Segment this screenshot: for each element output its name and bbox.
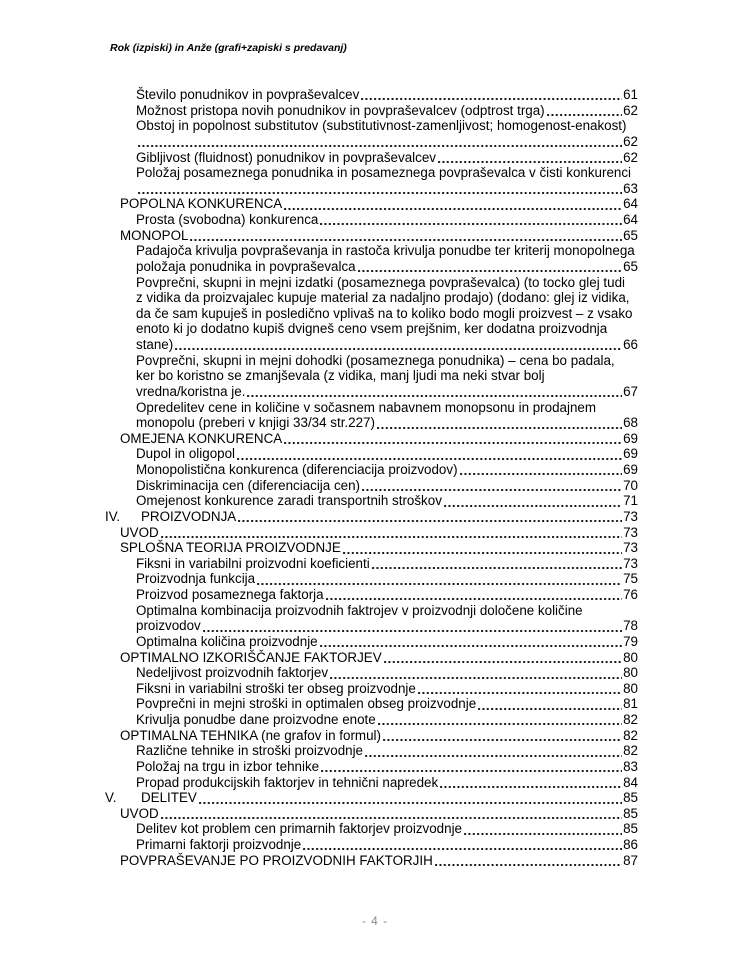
toc-entry-title: Delitev kot problem cen primarnih faktorjev proizvodnje: [136, 821, 462, 837]
toc-entry: [105, 196, 672, 212]
toc-entry-title: Prosta (svobodna) konkurenca: [136, 212, 319, 227]
toc-entry-wrap-line: ker bo koristno se zmanjševala (z vidika, manj ljudi ma neki stvar bolj: [136, 368, 545, 384]
toc-entry-title: monopolu (preberi v knjigi 33/34 str.227): [136, 415, 375, 431]
toc-entry: [105, 540, 672, 556]
toc-dot-leader: [438, 775, 623, 791]
toc-page-number: 63: [623, 180, 638, 196]
toc-entry-title: Možnost pristopa novih ponudnikov in povpraševalcev (odptrost trga): [136, 102, 545, 118]
toc-entry: [105, 837, 672, 853]
toc-page-number: 86: [623, 837, 638, 852]
toc-entry-main-line: [136, 696, 638, 712]
toc-entry: [105, 462, 672, 478]
toc-entry-wrapped-lines: [136, 243, 672, 259]
toc-page-number: 75: [623, 571, 638, 587]
toc-entry-main-line: [136, 759, 638, 775]
toc-entry-title: Krivulja ponudbe dane proizvodne enote: [136, 712, 376, 727]
toc-page-number: 69: [623, 430, 638, 446]
toc-entry-main-line: [120, 525, 638, 541]
toc-dot-leader: [436, 150, 623, 166]
toc-entry-numeral: IV.: [105, 508, 121, 524]
toc-entry: [105, 696, 672, 712]
toc-entry-main-line: [136, 681, 638, 697]
toc-entry-title: položaja ponudnika in povpraševalca: [136, 258, 356, 274]
toc-dot-leader: [136, 134, 623, 150]
toc-dot-leader: [442, 493, 623, 509]
toc-page-number: 82: [623, 743, 638, 759]
toc-page-number: 65: [623, 227, 638, 243]
toc-entry-title: Nedeljivost proizvodnih faktorjev: [136, 665, 329, 681]
toc-entry-main-line: [136, 150, 638, 166]
toc-page-number: 84: [623, 774, 638, 790]
toc-entry: [105, 118, 672, 149]
toc-entry-title: Fiksni in variabilni stroški ter obseg proizvodnje: [136, 680, 416, 696]
toc-entry-main-line: [136, 712, 638, 728]
toc-dot-leader: [324, 587, 624, 603]
toc-dot-leader: [245, 384, 623, 400]
toc-page-number: 78: [623, 618, 638, 634]
toc-entry-wrap-line: Povprečni, skupni in mejni izdatki (posameznega povpraševalca) (to tocko glej tudi: [136, 274, 626, 290]
toc-entry-main-line: [120, 196, 638, 212]
toc-entry-main-line: [136, 384, 638, 400]
toc-entry-main-line: [120, 728, 638, 744]
toc-entry: [105, 103, 672, 119]
toc-page-number: 61: [623, 87, 638, 102]
toc-dot-leader: [356, 259, 623, 275]
toc-entry: [105, 587, 672, 603]
running-header: Rok (izpiski) in Anže (grafi+zapiski s predavanj): [110, 42, 347, 54]
toc-entry: [105, 603, 672, 634]
page-number-footer: - 4 -: [361, 914, 389, 928]
toc-entry-main-line: [136, 212, 638, 228]
toc-page-number: 85: [623, 805, 638, 821]
toc-dot-leader: [545, 103, 623, 119]
toc-dot-leader: [376, 712, 623, 728]
toc-entry-title: SPLOŠNA TEORIJA PROIZVODNJE: [120, 540, 341, 556]
toc-entry-wrap-line: Povprečni, skupni in mejni dohodki (posameznega ponudnika) – cena bo padala,: [136, 352, 615, 368]
toc-entry: [105, 478, 672, 494]
toc-entry: [105, 275, 672, 353]
toc-dot-leader: [301, 837, 623, 853]
toc-page-number: 65: [623, 258, 638, 274]
toc-entry-title: vredna/koristna je.: [136, 383, 246, 399]
toc-entry-main-line: [136, 181, 638, 197]
toc-entry: [105, 509, 672, 525]
toc-dot-leader: [318, 212, 623, 228]
toc-page-number: 69: [623, 446, 638, 462]
toc-dot-leader: [159, 806, 623, 822]
toc-entry-title: Fiksni in variabilni proizvodni koeficienti: [136, 555, 370, 571]
toc-entry-main-line: [136, 103, 638, 119]
toc-entry-title: stane): [136, 337, 174, 352]
toc-entry-title: Diskriminacija cen (diferenciacija cen): [136, 477, 360, 493]
toc-entry-wrapped-lines: [136, 400, 672, 416]
toc-dot-leader: [360, 478, 623, 494]
toc-entry: [105, 228, 672, 244]
toc-entry-main-line: [136, 478, 638, 494]
toc-entry: [105, 556, 672, 572]
toc-entry-wrap-line: Opredelitev cene in količine v sočasnem nabavnem monopsonu in prodajnem: [136, 399, 597, 415]
toc-entry-main-line: [120, 540, 638, 556]
toc-entry: [105, 243, 672, 274]
toc-dot-leader: [188, 228, 623, 244]
toc-entry-title: Omejenost konkurence zaradi transportnih stroškov: [136, 493, 442, 509]
toc-entry: [105, 87, 672, 103]
toc-page-number: 70: [623, 477, 638, 493]
toc-dot-leader: [201, 618, 623, 634]
toc-entry: [105, 759, 672, 775]
toc-entry-main-line: [136, 571, 638, 587]
toc-entry-wrapped-lines: [136, 603, 672, 619]
toc-entry: [105, 650, 672, 666]
toc-page-number: 85: [623, 821, 638, 837]
toc-entry-main-line: [120, 853, 638, 869]
toc-entry-title: UVOD: [120, 805, 159, 821]
toc-entry-wrap-line: enoto ki jo dodatno kupiš dvigneš ceno vsem prejšnim, ker dodatna proizvodnja: [136, 321, 608, 337]
toc-page-number: 82: [623, 712, 638, 727]
toc-entry-main-line: [136, 446, 638, 462]
toc-entry-wrapped-lines: [136, 165, 672, 181]
toc-page-number: 83: [623, 758, 638, 774]
toc-entry-main-line: [136, 337, 638, 353]
toc-page-number: 64: [623, 212, 638, 227]
toc-entry-title: Gibljivost (fluidnost) ponudnikov in povpraševalcev: [136, 149, 436, 165]
toc-entry: [105, 571, 672, 587]
toc-entry-wrap-line: z vidika da proizvajalec kupuje material za nadaljno prodajo) (dodano: glej iz vidika,: [136, 290, 630, 306]
toc-entry-title: Različne tehnike in stroški proizvodnje: [136, 743, 364, 759]
toc-entry: [105, 790, 672, 806]
toc-dot-leader: [235, 446, 623, 462]
toc-dot-leader: [328, 665, 623, 681]
toc-entry-title: PROIZVODNJA: [141, 508, 237, 524]
toc-entry-main-line: [136, 87, 638, 103]
toc-dot-leader: [462, 821, 623, 837]
toc-entry-title: OMEJENA KONKURENCA: [120, 430, 283, 446]
toc-dot-leader: [458, 462, 624, 478]
toc-entry: [105, 212, 672, 228]
toc-entry: [105, 446, 672, 462]
toc-entry-title: proizvodov: [136, 618, 201, 634]
toc-entry: [105, 400, 672, 431]
toc-dot-leader: [433, 853, 623, 869]
toc-entry-title: POVPRAŠEVANJE PO PROIZVODNIH FAKTORJIH: [120, 852, 433, 868]
toc-dot-leader: [282, 196, 623, 212]
toc-entry-wrap-line: da če sam kupuješ in posledično vplivaš na to koliko bodo mogli proizvest – z vsako: [136, 305, 633, 321]
toc-page-number: 71: [623, 493, 638, 509]
toc-entry-wrapped-lines: [136, 275, 672, 338]
toc-entry: [105, 634, 672, 650]
toc: [105, 87, 672, 868]
toc-page-number: 85: [623, 790, 638, 806]
toc-entry-title: Optimalna količina proizvodnje: [136, 633, 318, 649]
toc-dot-leader: [319, 759, 623, 775]
toc-dot-leader: [382, 650, 623, 666]
toc-entry-title: Položaj na trgu in izbor tehnike: [136, 758, 320, 774]
toc-entry-main-line: [136, 821, 638, 837]
toc-page-number: 64: [623, 196, 638, 212]
toc-entry-main-line: [136, 462, 638, 478]
toc-dot-leader: [173, 337, 623, 353]
toc-entry-wrap-line: Optimalna kombinacija proizvodnih faktrojev v proizvodnji določene količine: [136, 602, 583, 618]
toc-entry-main-line: [136, 837, 638, 853]
toc-entry-main-line: [105, 509, 638, 525]
toc-dot-leader: [370, 556, 623, 572]
toc-page-number: 81: [623, 696, 638, 712]
toc-entry-main-line: [136, 743, 638, 759]
toc-entry: [105, 150, 672, 166]
toc-entry: [105, 431, 672, 447]
toc-entry: [105, 681, 672, 697]
toc-page-number: 68: [623, 415, 638, 431]
toc-entry-title: Monopolistična konkurenca (diferenciacija proizvodov): [136, 462, 458, 477]
toc-entry: [105, 712, 672, 728]
toc-entry-main-line: [120, 806, 638, 822]
toc-entry-wrapped-lines: [136, 118, 672, 134]
toc-entry: [105, 665, 672, 681]
toc-entry-title: Primarni faktorji proizvodnje: [136, 837, 302, 852]
toc-page-number: 80: [623, 649, 638, 665]
toc-page-number: 73: [623, 540, 638, 556]
toc-entry-wrapped-lines: [136, 353, 672, 384]
toc-entry: [105, 821, 672, 837]
toc-entry-title: OPTIMALNA TEHNIKA (ne grafov in formul): [120, 727, 381, 743]
toc-entry-main-line: [136, 415, 638, 431]
toc-entry-main-line: [136, 587, 638, 603]
toc-entry-wrap-line: Položaj posameznega ponudnika in posameznega povpraševalca v čisti konkurenci: [136, 165, 632, 181]
toc-entry: [105, 165, 672, 196]
toc-dot-leader: [375, 415, 623, 431]
toc-entry-title: Povprečni in mejni stroški in optimalen obseg proizvodnje: [136, 696, 477, 712]
toc-entry-main-line: [136, 134, 638, 150]
toc-entry: [105, 728, 672, 744]
toc-page-number: 87: [623, 852, 638, 868]
toc-entry-wrap-line: Padajoča krivulja povpraševanja in rastoča krivulja ponudbe ter kriterij monopolnega: [136, 243, 635, 259]
toc-entry-main-line: [105, 790, 638, 806]
toc-dot-leader: [381, 728, 623, 744]
toc-entry: [105, 353, 672, 400]
toc-page-number: 62: [623, 149, 638, 165]
toc-page-number: 82: [623, 727, 638, 743]
toc-page-number: 69: [623, 462, 638, 477]
toc-page-number: 73: [623, 524, 638, 540]
toc-entry-main-line: [136, 493, 638, 509]
toc-entry-title: POPOLNA KONKURENCA: [120, 196, 283, 212]
toc-page-number: 67: [623, 383, 638, 399]
toc-page-number: 79: [623, 633, 638, 649]
toc-dot-leader: [136, 181, 623, 197]
toc-entry-main-line: [136, 665, 638, 681]
toc-entry: [105, 806, 672, 822]
toc-page-number: 62: [623, 133, 638, 149]
toc-entry-main-line: [136, 618, 638, 634]
toc-page-number: 62: [623, 102, 638, 118]
toc-entry-title: Število ponudnikov in povpraševalcev: [136, 87, 360, 102]
toc-page-number: 73: [623, 555, 638, 571]
toc-entry-title: Proizvod posameznega faktorja: [136, 587, 324, 602]
toc-entry-main-line: [136, 634, 638, 650]
toc-entry-main-line: [136, 259, 638, 275]
toc-dot-leader: [318, 634, 623, 650]
toc-entry-main-line: [120, 650, 638, 666]
toc-entry-title: UVOD: [120, 524, 159, 540]
toc-page-number: 80: [623, 665, 638, 681]
toc-entry-title: Propad produkcijskih faktorjev in tehnični napredek: [136, 774, 439, 790]
toc-entry-title: MONOPOL: [120, 227, 189, 243]
toc-entry-title: OPTIMALNO IZKORIŠČANJE FAKTORJEV: [120, 649, 382, 665]
toc-dot-leader: [359, 87, 623, 103]
toc-dot-leader: [159, 525, 623, 541]
toc-dot-leader: [341, 540, 623, 556]
toc-dot-leader: [197, 790, 623, 806]
toc-page-number: 80: [623, 680, 638, 696]
toc-page-number: 66: [623, 337, 638, 352]
toc-entry: [105, 775, 672, 791]
toc-entry: [105, 853, 672, 869]
toc-entry-main-line: [120, 431, 638, 447]
toc-entry-wrap-line: Obstoj in popolnost substitutov (substitutivnost-zamenljivost; homogenost-enakost): [136, 118, 627, 134]
toc-dot-leader: [255, 571, 623, 587]
toc-entry: [105, 743, 672, 759]
toc-entry-title: Dupol in oligopol: [136, 446, 236, 462]
toc-entry-title: DELITEV: [141, 790, 197, 806]
toc-entry-main-line: [136, 775, 638, 791]
toc-dot-leader: [476, 696, 623, 712]
toc-page-number: 73: [623, 508, 638, 524]
toc-dot-leader: [363, 743, 623, 759]
toc-entry-main-line: [120, 228, 638, 244]
toc-entry-main-line: [136, 556, 638, 572]
toc-entry: [105, 493, 672, 509]
toc-entry: [105, 525, 672, 541]
toc-dot-leader: [416, 681, 623, 697]
toc-entry-title: Proizvodnja funkcija: [136, 571, 256, 587]
toc-dot-leader: [236, 509, 623, 525]
toc-dot-leader: [282, 431, 623, 447]
toc-entry-numeral: V.: [105, 790, 117, 806]
toc-page-number: 76: [623, 587, 638, 602]
